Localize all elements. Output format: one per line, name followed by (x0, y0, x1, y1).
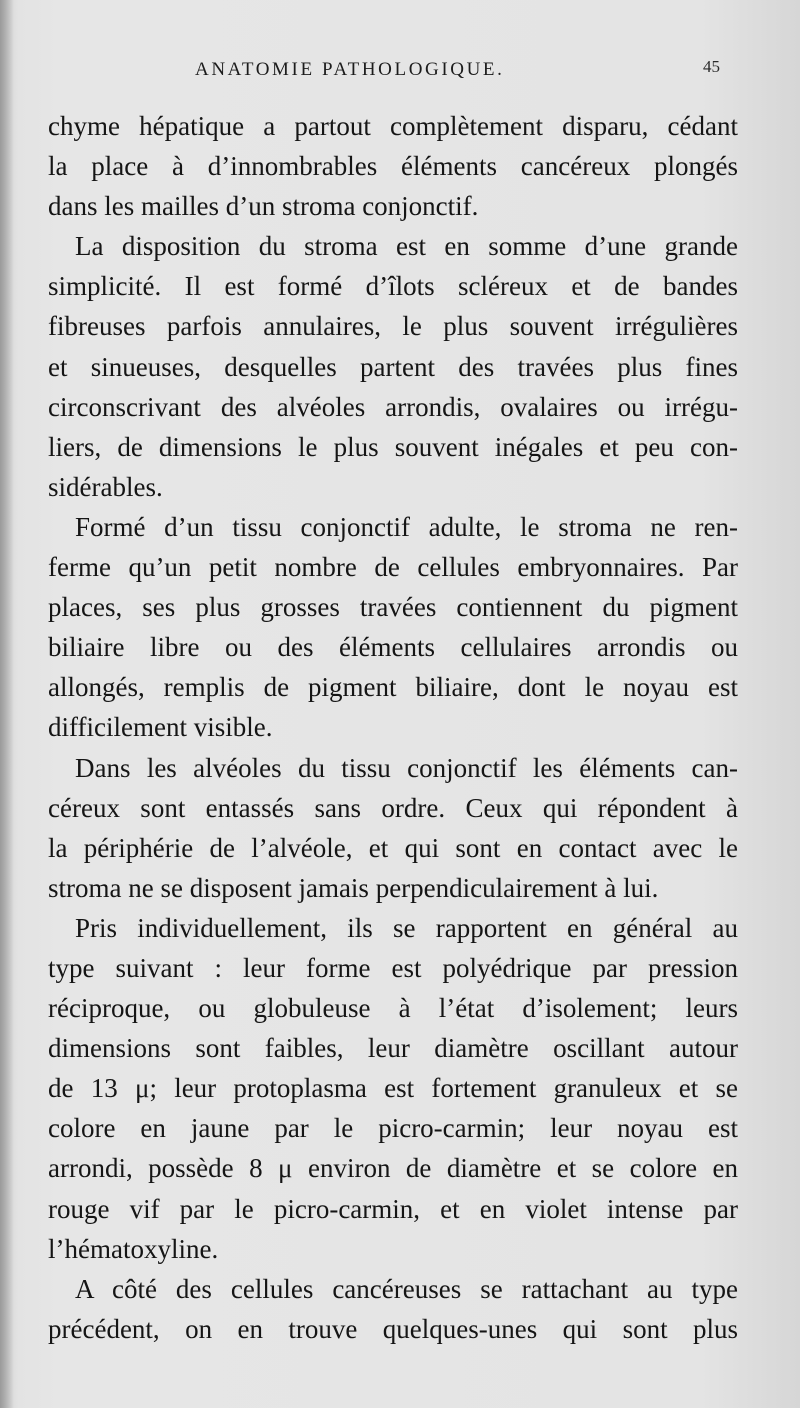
text-line: sidérables. (48, 471, 163, 502)
text-line: la place à d’innombrables éléments cancéreux plongés (48, 151, 738, 182)
text-line: réciproque, ou globuleuse à l’état d’isolement; leurs (48, 993, 738, 1024)
text-line: fibreuses parfois annulaires, le plus souvent irrégulières (48, 311, 738, 342)
page-header (0, 55, 800, 85)
text-line: simplicité. Il est formé d’îlots scléreux et de bandes (48, 271, 738, 302)
text-line: chyme hépatique a partout complètement disparu, cédant (48, 111, 738, 141)
text-line: dans les mailles d’un stroma conjonctif. (48, 191, 479, 222)
text-line: l’hématoxyline. (48, 1233, 219, 1264)
text-line: type suivant : leur forme est polyédrique par pression (48, 952, 738, 983)
text-line: places, ses plus grosses travées contiennent du pigment (48, 592, 738, 623)
text-line: stroma ne se disposent jamais perpendiculairement à lui. (48, 872, 659, 903)
text-line: colore en jaune par le picro-carmin; leur noyau est (48, 1113, 738, 1144)
page-number: 45 (703, 57, 720, 76)
text-line: et sinueuses, desquelles partent des travées plus fines (48, 351, 738, 382)
text-line: liers, de dimensions le plus souvent inégales et peu con- (48, 431, 738, 462)
paragraph-start-line: Formé d’un tissu conjonctif adulte, le stroma ne ren- (75, 511, 738, 542)
text-line: de 13 μ; leur protoplasma est fortement granuleux et se (48, 1073, 738, 1104)
text-line: rouge vif par le picro-carmin, et en violet intense par (48, 1193, 738, 1224)
text-line: allongés, remplis de pigment biliaire, dont le noyau est (48, 672, 738, 703)
paragraph-start-line: Pris individuellement, ils se rapportent en général au (75, 912, 738, 943)
text-line: biliaire libre ou des éléments cellulaires arrondis ou (48, 632, 738, 663)
text-line: céreux sont entassés sans ordre. Ceux qui répondent à (48, 792, 738, 823)
text-line: arrondi, possède 8 μ environ de diamètre et se colore en (48, 1153, 738, 1184)
text-line: circonscrivant des alvéoles arrondis, ovalaires ou irrégu- (48, 391, 738, 422)
text-line: la périphérie de l’alvéole, et qui sont en contact avec le (48, 832, 738, 863)
paragraph-start-line: A côté des cellules cancéreuses se rattachant au type (75, 1273, 738, 1304)
paragraph-start-line: Dans les alvéoles du tissu conjonctif les éléments can- (75, 752, 738, 783)
text-line: dimensions sont faibles, leur diamètre oscillant autour (48, 1033, 738, 1064)
running-title: ANATOMIE PATHOLOGIQUE. (195, 59, 505, 80)
text-line: précédent, on en trouve quelques-unes qui sont plus (48, 1313, 738, 1344)
text-line: difficilement visible. (48, 712, 273, 743)
body-text (48, 106, 738, 1349)
paragraph-start-line: La disposition du stroma est en somme d’une grande (75, 231, 738, 262)
text-line: ferme qu’un petit nombre de cellules embryonnaires. Par (48, 552, 738, 583)
